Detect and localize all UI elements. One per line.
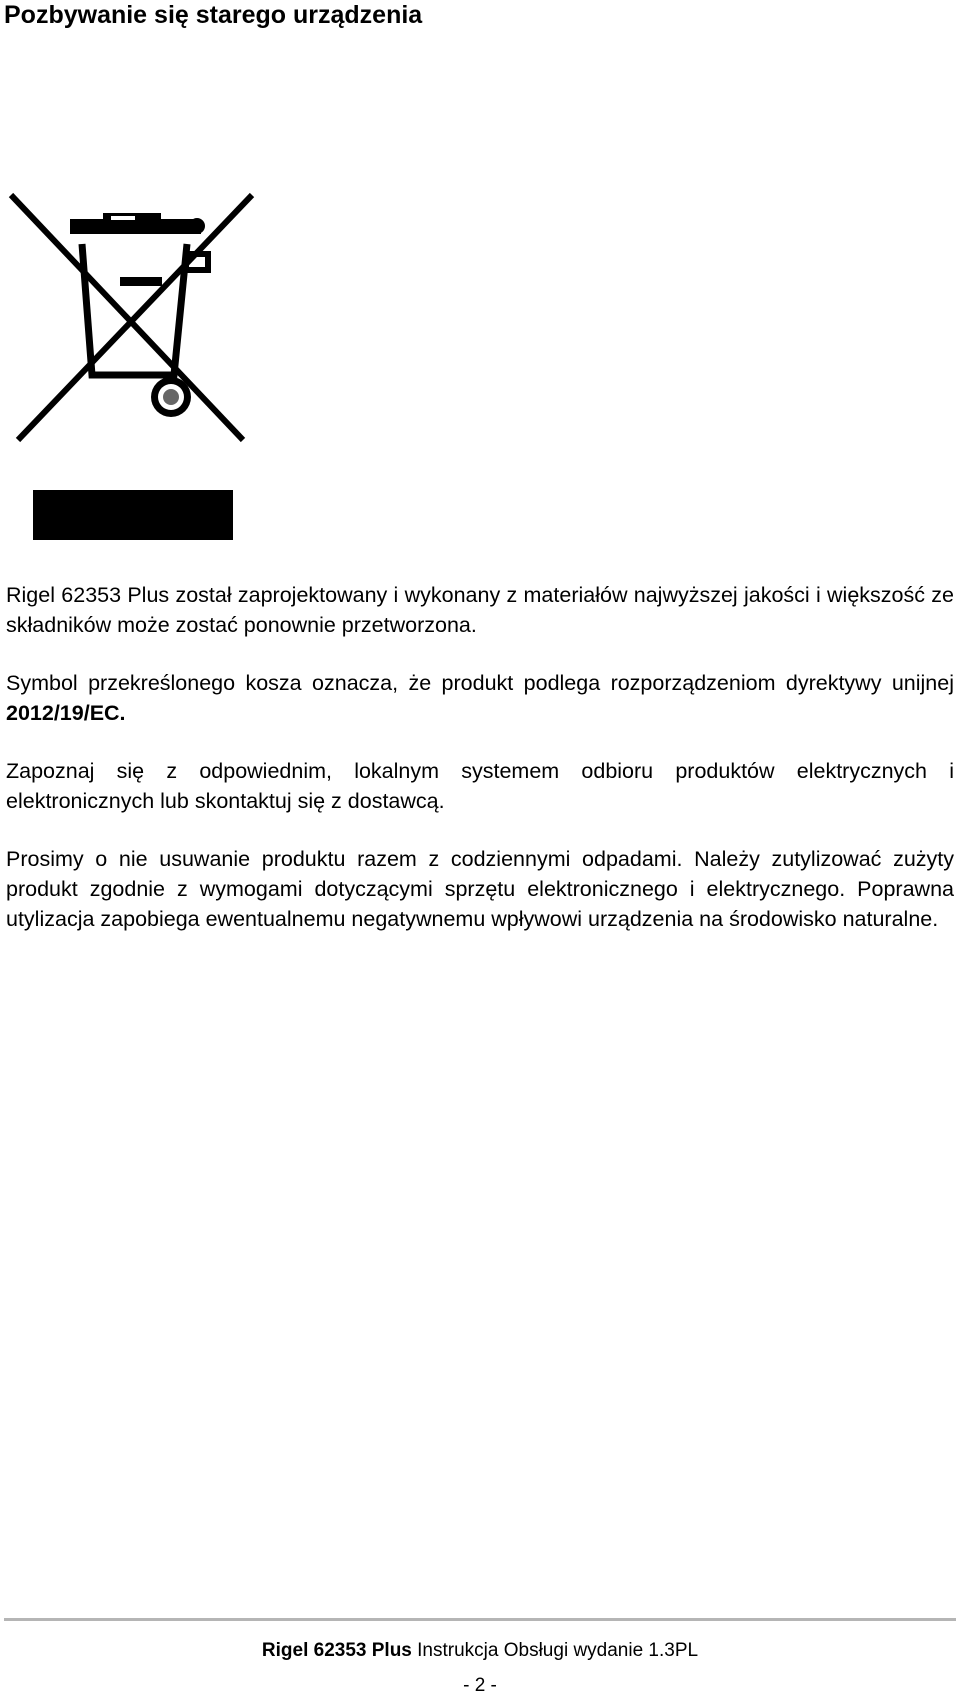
footer-manual-edition: Instrukcja Obsługi wydanie 1.3PL xyxy=(411,1640,699,1661)
paragraph-collection: Zapoznaj się z odpowiednim, lokalnym systemem odbioru produktów elektrycznych i elektronicznych lub skontaktuj się z dostawcą. xyxy=(6,759,954,813)
page-title: Pozbywanie się starego urządzenia xyxy=(4,1,423,29)
footer xyxy=(0,1639,960,1663)
paragraph-household-waste: Prosimy o nie usuwanie produktu razem z codziennymi odpadami. Należy zutylizować zużyty produkt zgodnie z wymogami dotyczącymi sprzętu elektronicznego i elektrycznego. Poprawna utylizacja zapobiega ewentualnemu negatywnemu wpływowi urządzenia na środowisko naturalne. xyxy=(6,847,954,931)
page-number: - 2 - xyxy=(463,1675,497,1696)
directive-text: Symbol przekreślonego kosza oznacza, że produkt podlega rozporządzeniom dyrektywy unijnej xyxy=(6,671,954,695)
crossed-out-wheelie-bin-icon xyxy=(8,192,258,542)
disposal-text xyxy=(6,580,954,962)
footer-divider xyxy=(4,1618,956,1621)
paragraph-directive xyxy=(6,668,954,728)
paragraph-materials: Rigel 62353 Plus został zaprojektowany i wykonany z materiałów najwyższej jakości i większość ze składników może zostać ponownie przetworzona. xyxy=(6,583,954,637)
weee-black-bar xyxy=(33,490,233,540)
footer-product-name: Rigel 62353 Plus xyxy=(261,1640,412,1661)
directive-number: 2012/19/EC. xyxy=(6,701,126,725)
